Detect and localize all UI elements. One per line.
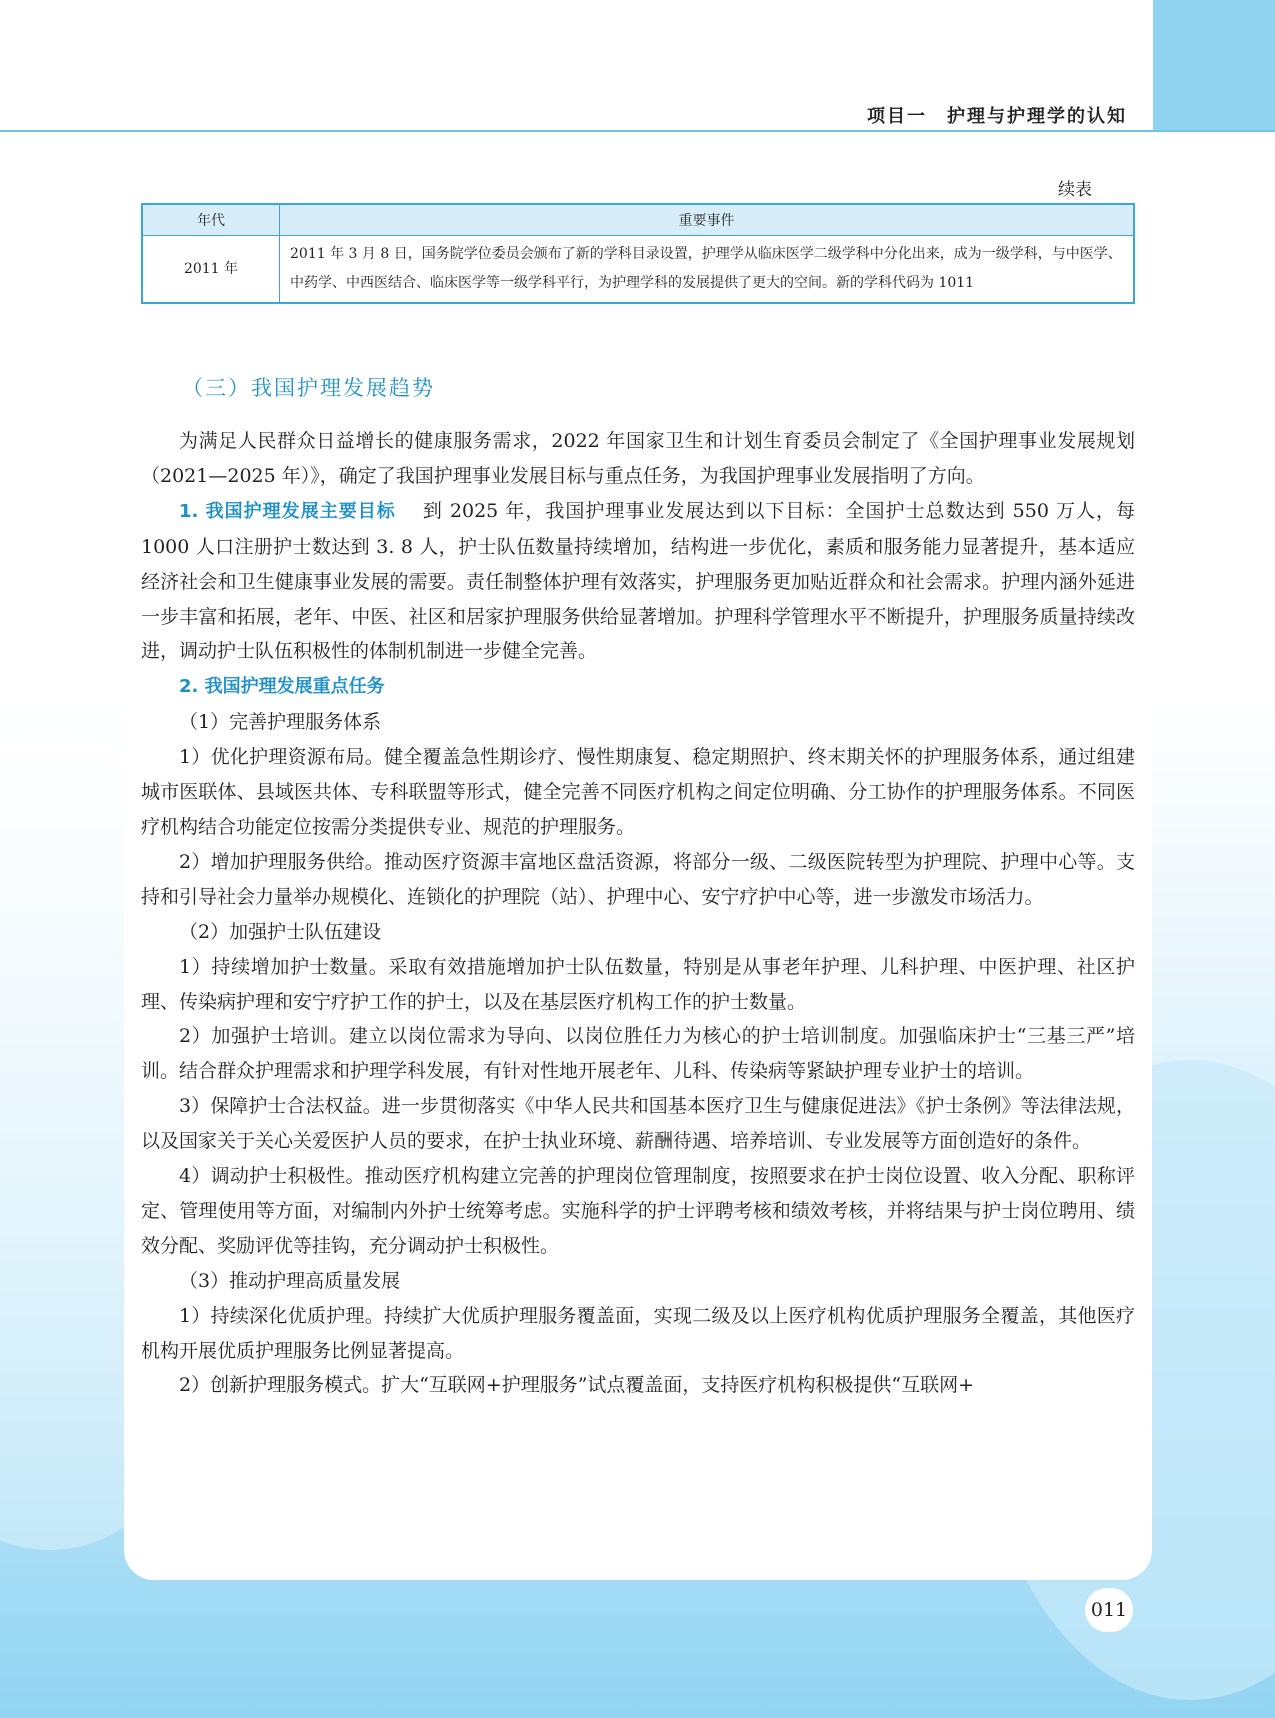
- body-text: [141, 424, 1135, 1403]
- goal-text: 到 2025 年，我国护理事业发展达到以下目标：全国护士总数达到 550 万人，每 1000 人口注册护士数达到 3. 8 人，护士队伍数量持续增加，结构进一步优化，素质和服务能力显著提升，基本适应经济社会和卫生健康事业发展的需要。责任制整体护理有效落实，护理服务更加贴近群众和社会需求。护理内涵外延进一步丰富和拓展，老年、中医、社区和居家护理服务供给显著增加。护理科学管理水平不断提升，护理服务质量持续改进，调动护士队伍积极性的体制机制进一步健全完善。: [141, 499, 1136, 663]
- task-heading-line: [141, 669, 1135, 705]
- table-header-row: [142, 204, 1134, 236]
- goal-heading: 1. 我国护理发展主要目标: [179, 500, 396, 522]
- paragraph: 2）加强护士培训。建立以岗位需求为导向、以岗位胜任力为核心的护士培训制度。加强临床护士“三基三严”培训。结合群众护理需求和护理学科发展，有针对性地开展老年、儿科、传染病等紧缺护理专业护士的培训。: [141, 1025, 1135, 1083]
- paragraph: 1）持续深化优质护理。持续扩大优质护理服务覆盖面，实现二级及以上医疗机构优质护理服务全覆盖，其他医疗机构开展优质护理服务比例显著提高。: [141, 1304, 1135, 1362]
- paragraph: 3）保障护士合法权益。进一步贯彻落实《中华人民共和国基本医疗卫生与健康促进法》《护士条例》等法律法规，以及国家关于关心关爱医护人员的要求，在护士执业环境、薪酬待遇、培养培训、专业发展等方面创造好的条件。: [141, 1095, 1135, 1153]
- subsection-3-heading: （3）推动护理高质量发展: [179, 1269, 401, 1292]
- paragraph: 1）持续增加护士数量。采取有效措施增加护士队伍数量，特别是从事老年护理、儿科护理、中医护理、社区护理、传染病护理和安宁疗护工作的护士，以及在基层医疗机构工作的护士数量。: [141, 955, 1135, 1013]
- table-row: [142, 236, 1134, 304]
- chapter-corner-tab: [1153, 0, 1275, 130]
- running-header: 项目一 护理与护理学的认知: [867, 106, 1127, 127]
- column-header-event: 重要事件: [280, 204, 1135, 236]
- paragraph: 4）调动护士积极性。推动医疗机构建立完善的护理岗位管理制度，按照要求在护士岗位设置、收入分配、职称评定、管理使用等方面，对编制内外护士统筹考虑。实施科学的护士评聘考核和绩效考核，并将结果与护士岗位聘用、绩效分配、奖励评优等挂钩，充分调动护士积极性。: [141, 1165, 1135, 1257]
- column-header-year: 年代: [142, 204, 280, 236]
- paragraph: 2）创新护理服务模式。扩大“互联网+护理服务”试点覆盖面，支持医疗机构积极提供“互联网+: [179, 1374, 975, 1397]
- task-heading: 2. 我国护理发展重点任务: [179, 676, 385, 698]
- intro-paragraph: 为满足人民群众日益增长的健康服务需求，2022 年国家卫生和计划生育委员会制定了《全国护理事业发展规划（2021—2025 年）》，确定了我国护理事业发展目标与重点任务，为我国护理事业发展指明了方向。: [141, 430, 1135, 487]
- page-number: 011: [1085, 1588, 1133, 1632]
- table-cell-event: 2011 年 3 月 8 日，国务院学位委员会颁布了新的学科目录设置，护理学从临床医学二级学科中分化出来，成为一级学科，与中医学、中药学、中西医结合、临床医学等一级学科平行，为护理学科的发展提供了更大的空间。新的学科代码为 1011: [280, 236, 1135, 304]
- subsection-2-heading: （2）加强护士队伍建设: [179, 920, 382, 943]
- subsection-1-heading: （1）完善护理服务体系: [179, 711, 382, 734]
- events-table: [141, 203, 1135, 304]
- table-cell-year: 2011 年: [142, 236, 280, 304]
- goal-paragraph: [141, 494, 1135, 670]
- paragraph: 1）优化护理资源布局。健全覆盖急性期诊疗、慢性期康复、稳定期照护、终末期关怀的护理服务体系，通过组建城市医联体、县域医共体、专科联盟等形式，健全完善不同医疗机构之间定位明确、分工协作的护理服务体系。不同医疗机构结合功能定位按需分类提供专业、规范的护理服务。: [141, 746, 1135, 838]
- section-heading: （三）我国护理发展趋势: [182, 376, 435, 400]
- table-continued-label: 续表: [1058, 180, 1092, 200]
- paragraph: 2）增加护理服务供给。推动医疗资源丰富地区盘活资源，将部分一级、二级医院转型为护理院、护理中心等。支持和引导社会力量举办规模化、连锁化的护理院（站）、护理中心、安宁疗护中心等，进一步激发市场活力。: [141, 850, 1135, 908]
